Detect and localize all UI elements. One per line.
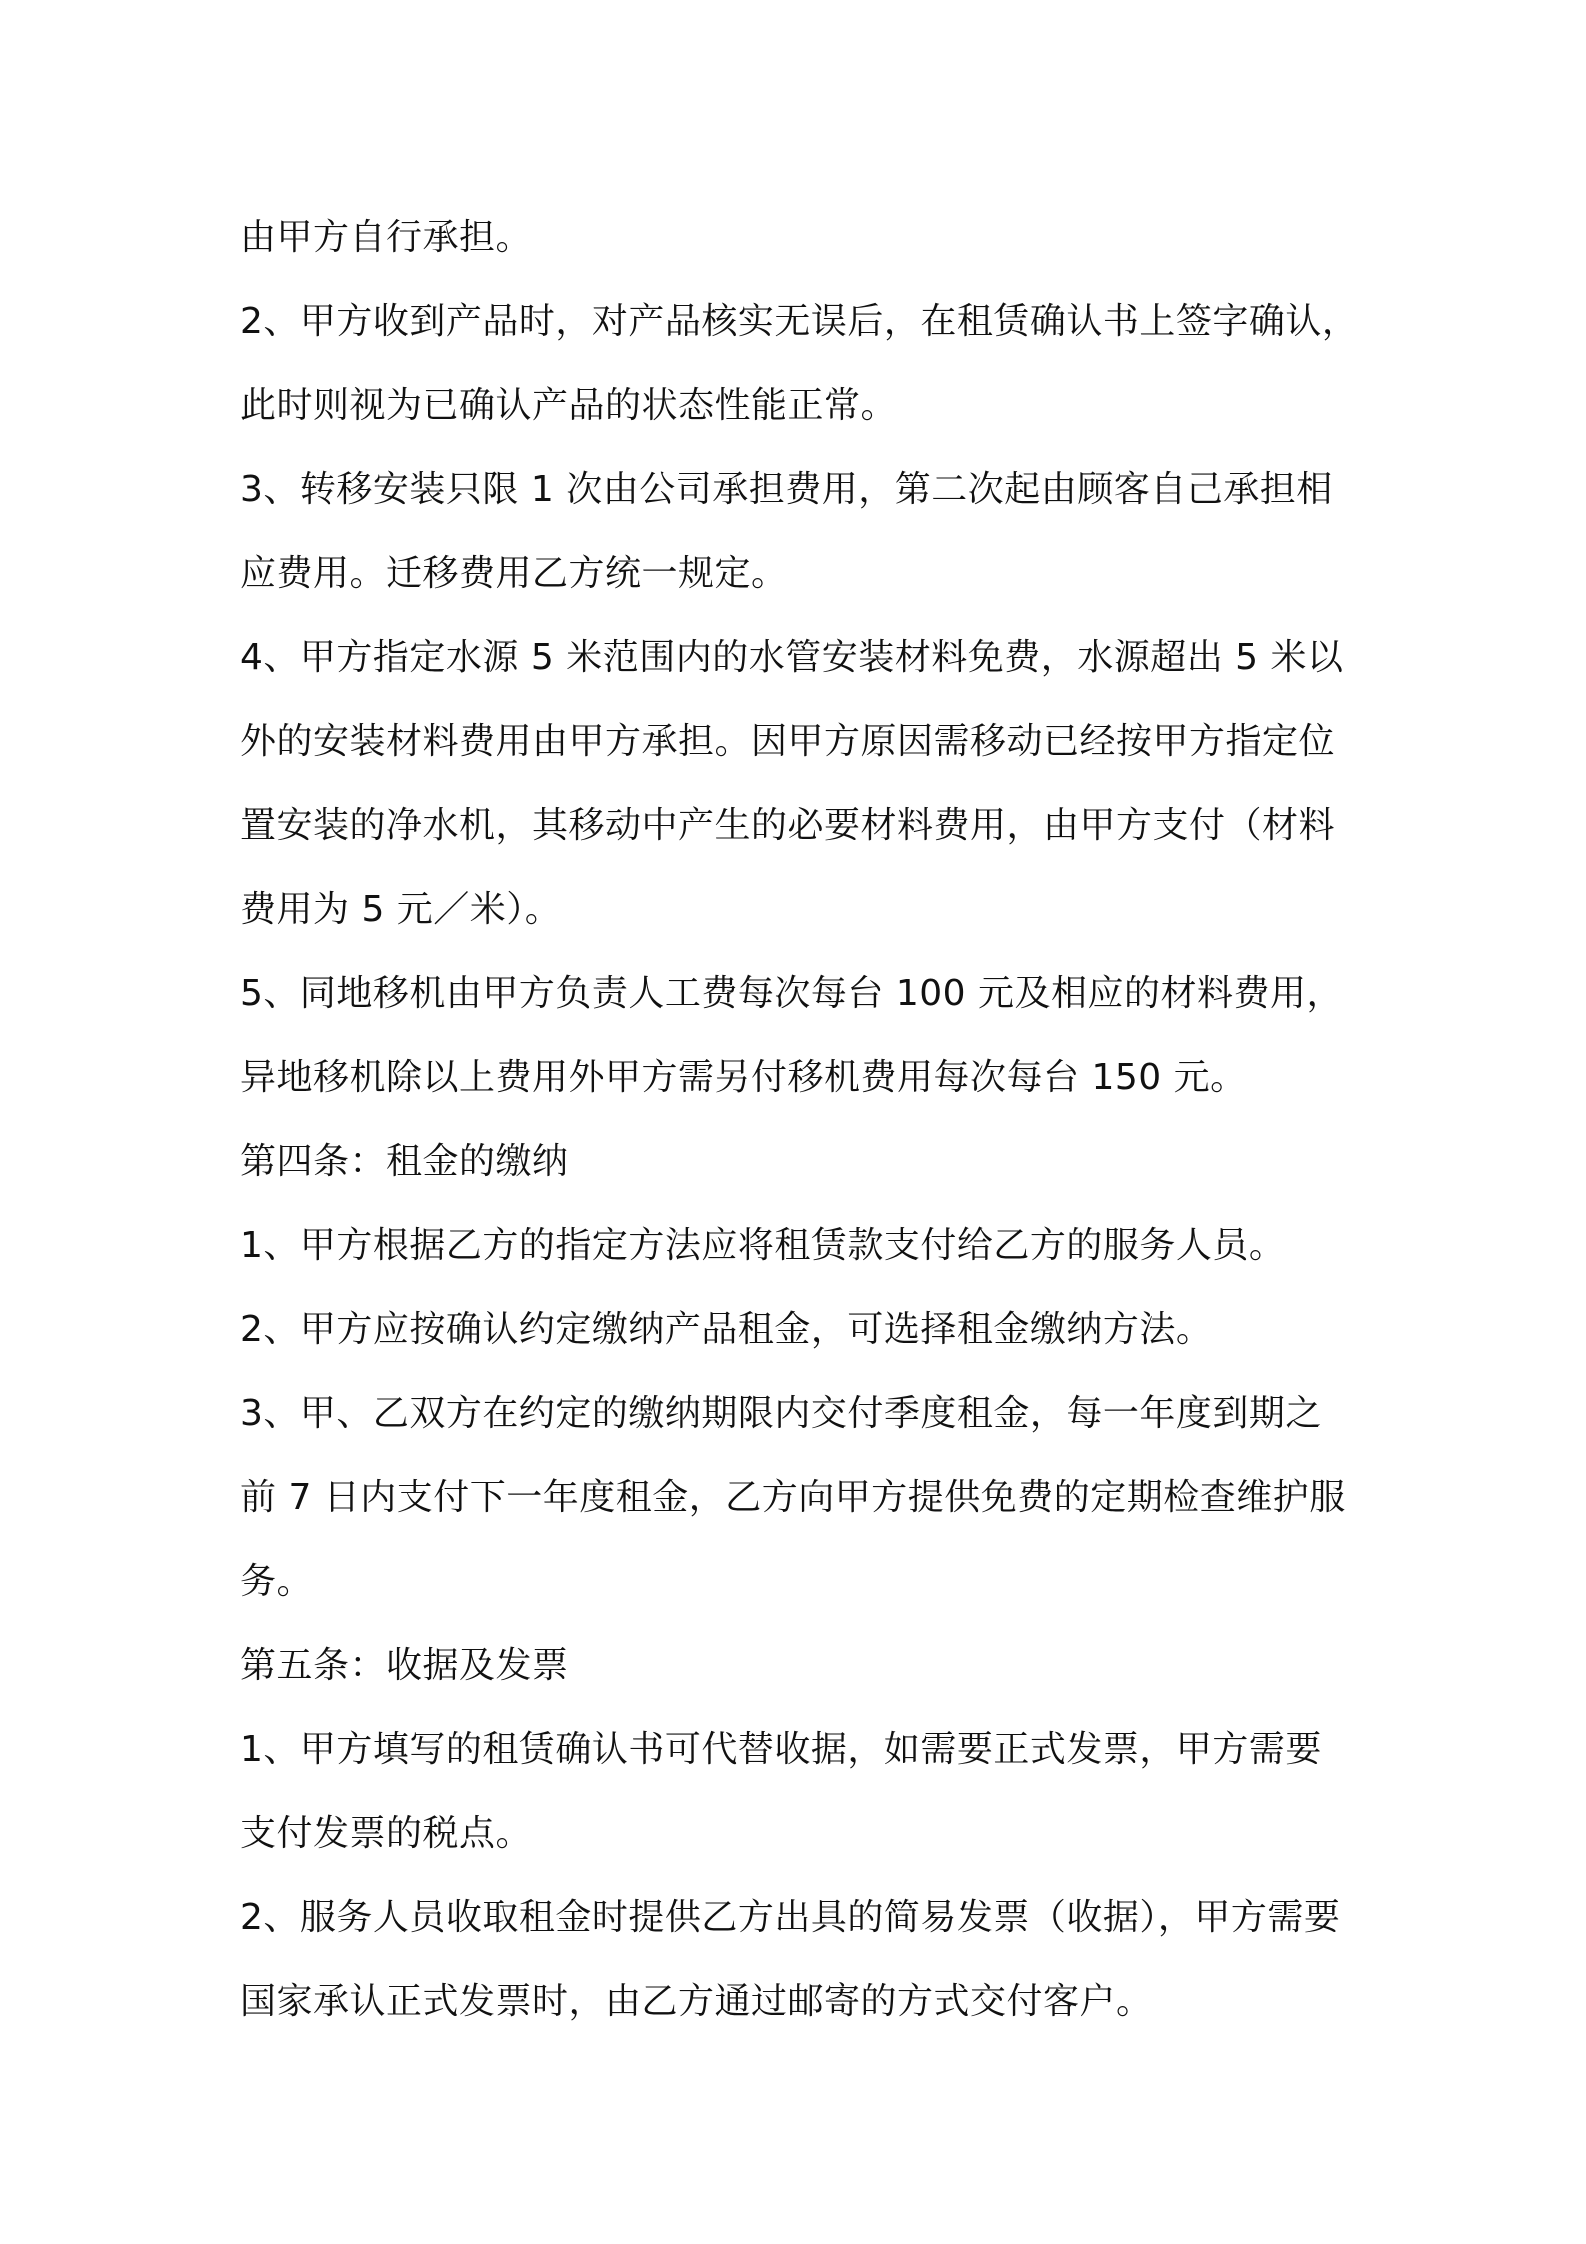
clause-5-item-1-line-2: 支付发票的税点。 xyxy=(240,1813,533,1854)
clause-5-item-2-line-2: 国家承认正式发票时，由乙方通过邮寄的方式交付客户。 xyxy=(240,1981,1153,2022)
clause-4-item-1: 1、甲方根据乙方的指定方法应将租赁款支付给乙方的服务人员。 xyxy=(240,1225,1286,1266)
clause-5-heading: 第五条：收据及发票 xyxy=(240,1645,569,1686)
clause-3-item-5-line-1: 5、同地移机由甲方负责人工费每次每台 100 元及相应的材料费用， xyxy=(240,973,1344,1014)
clause-3-item-5-line-2: 异地移机除以上费用外甲方需另付移机费用每次每台 150 元。 xyxy=(240,1057,1247,1098)
clause-3-item-4-line-4: 费用为 5 元／米）。 xyxy=(240,889,562,930)
clause-3-item-4-line-1: 4、甲方指定水源 5 米范围内的水管安装材料免费，水源超出 5 米以 xyxy=(240,637,1344,678)
clause-5-item-2-line-1: 2、服务人员收取租金时提供乙方出具的简易发票（收据），甲方需要 xyxy=(240,1897,1341,1938)
clause-3-item-4-line-2: 外的安装材料费用由甲方承担。因甲方原因需移动已经按甲方指定位 xyxy=(240,721,1336,762)
clause-3-item-3-line-2: 应费用。迁移费用乙方统一规定。 xyxy=(240,553,788,594)
clause-3-item-2-line-1: 2、甲方收到产品时，对产品核实无误后，在租赁确认书上签字确认， xyxy=(240,301,1359,342)
document-body xyxy=(240,196,1370,2044)
clause-4-item-3-line-2: 前 7 日内支付下一年度租金，乙方向甲方提供免费的定期检查维护服 xyxy=(240,1477,1346,1518)
text-line-continuation: 由甲方自行承担。 xyxy=(240,217,533,258)
clause-5-item-1-line-1: 1、甲方填写的租赁确认书可代替收据，如需要正式发票，甲方需要 xyxy=(240,1729,1322,1770)
clause-4-heading: 第四条：租金的缴纳 xyxy=(240,1141,569,1182)
clause-4-item-3-line-3: 务。 xyxy=(240,1561,314,1602)
clause-3-item-3-line-1: 3、转移安装只限 1 次由公司承担费用，第二次起由顾客自己承担相 xyxy=(240,469,1333,510)
clause-3-item-4-line-3: 置安装的净水机，其移动中产生的必要材料费用，由甲方支付（材料 xyxy=(240,805,1336,846)
clause-3-item-2-line-2: 此时则视为已确认产品的状态性能正常。 xyxy=(240,385,898,426)
clause-4-item-2: 2、甲方应按确认约定缴纳产品租金，可选择租金缴纳方法。 xyxy=(240,1309,1213,1350)
clause-4-item-3-line-1: 3、甲、乙双方在约定的缴纳期限内交付季度租金，每一年度到期之 xyxy=(240,1393,1322,1434)
